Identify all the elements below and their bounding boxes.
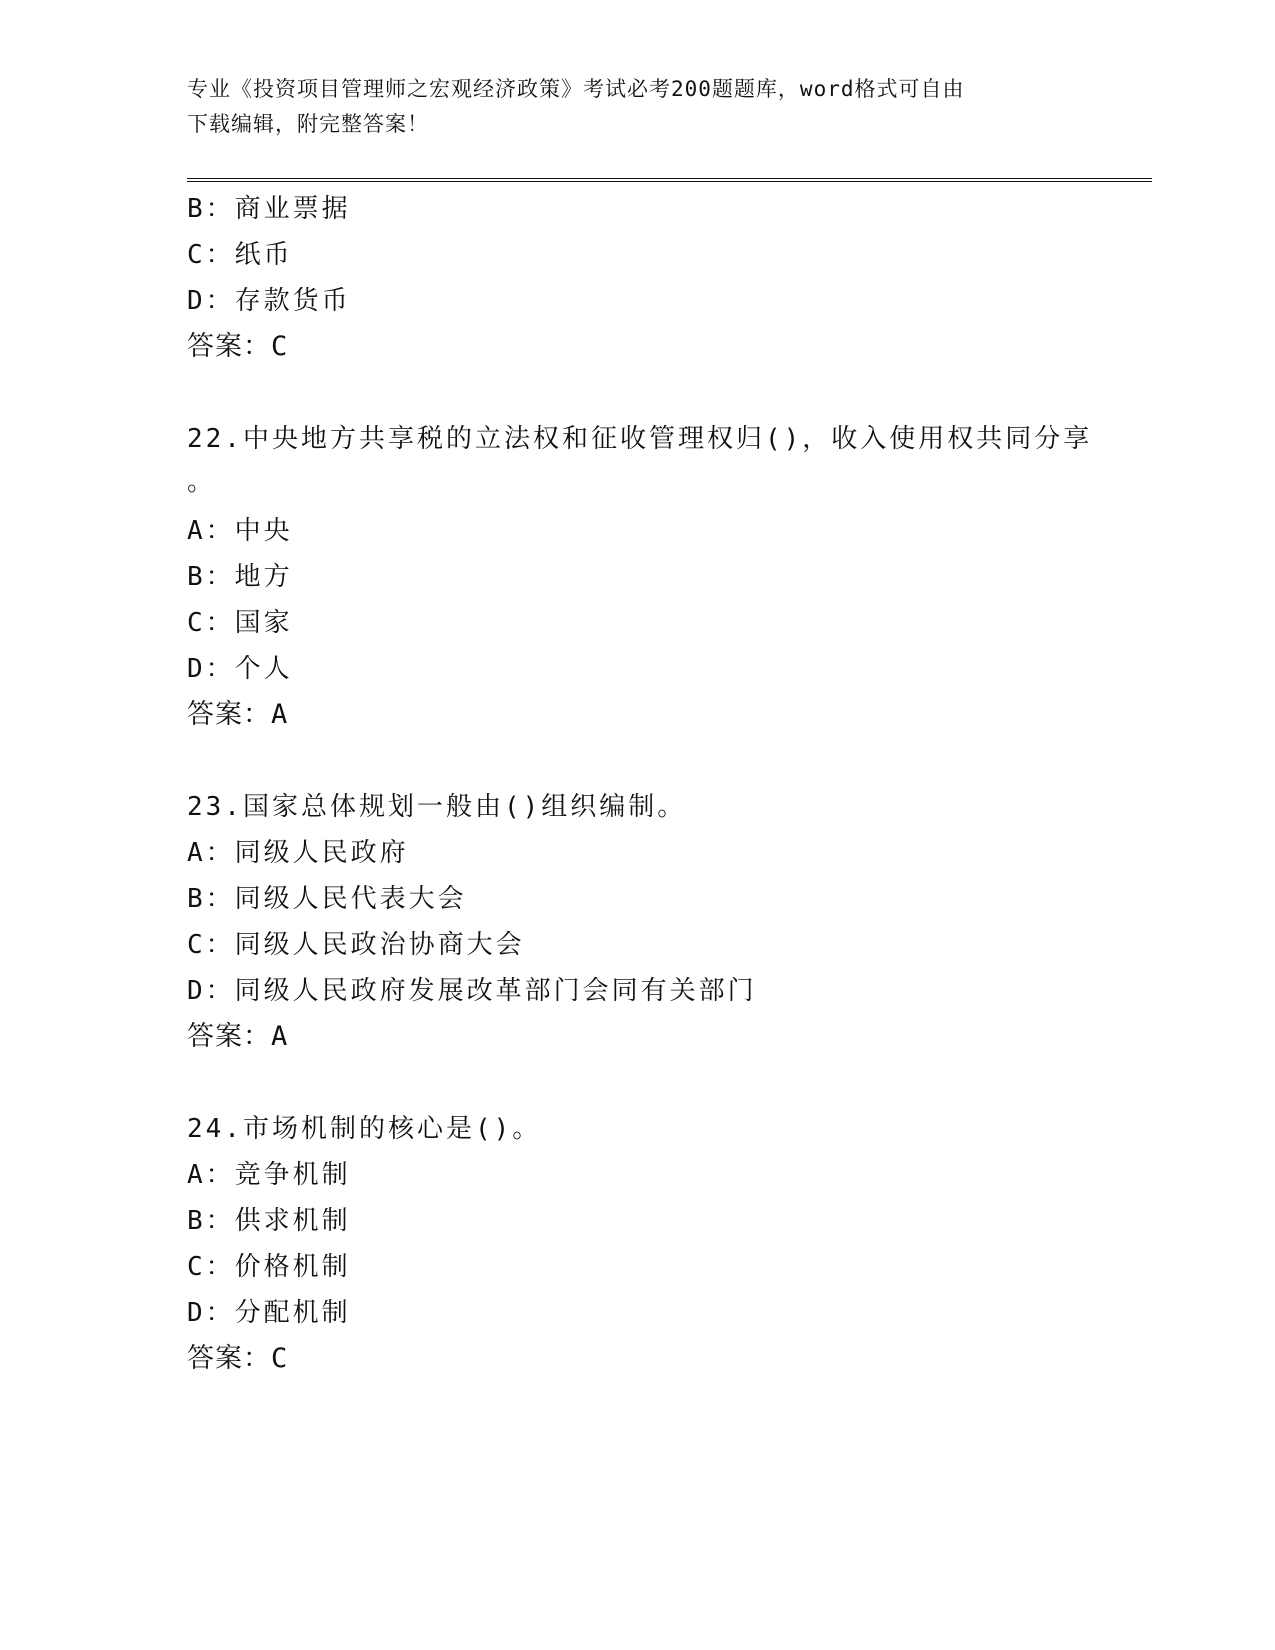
question-22: [187, 416, 1152, 738]
question-title-tail: 。: [187, 467, 217, 497]
option-d: D：分配机制: [187, 1298, 351, 1328]
option-b: B：同级人民代表大会: [187, 884, 467, 914]
option-c: C：价格机制: [187, 1252, 351, 1282]
option-b: B：商业票据: [187, 194, 351, 224]
document-body: [187, 186, 1152, 1382]
option-d: D：存款货币: [187, 286, 351, 316]
question-title: 24.市场机制的核心是()。: [187, 1114, 542, 1144]
answer-line: 答案：C: [187, 1343, 289, 1374]
option-c: C：同级人民政治协商大会: [187, 930, 525, 960]
header-line-2: 下载编辑，附完整答案！: [187, 112, 429, 136]
option-a: A：中央: [187, 516, 293, 546]
answer-line: 答案：A: [187, 1021, 289, 1052]
option-a: A：同级人民政府: [187, 838, 409, 868]
question-23: [187, 784, 1152, 1060]
option-d: D：个人: [187, 654, 293, 684]
option-b: B：供求机制: [187, 1206, 351, 1236]
header-divider: [187, 178, 1152, 182]
option-a: A：竞争机制: [187, 1160, 351, 1190]
previous-question-tail: [187, 186, 1152, 370]
option-d: D：同级人民政府发展改革部门会同有关部门: [187, 976, 757, 1006]
question-title: 22.中央地方共享税的立法权和征收管理权归()，收入使用权共同分享: [187, 424, 1093, 454]
question-title: 23.国家总体规划一般由()组织编制。: [187, 792, 687, 822]
question-24: [187, 1106, 1152, 1382]
option-c: C：国家: [187, 608, 293, 638]
document-header: [187, 72, 1087, 142]
option-c: C：纸币: [187, 240, 293, 270]
option-b: B：地方: [187, 562, 293, 592]
header-line-1: 专业《投资项目管理师之宏观经济政策》考试必考200题题库，word格式可自由: [187, 77, 965, 101]
answer-line: 答案：C: [187, 331, 289, 362]
answer-line: 答案：A: [187, 699, 289, 730]
